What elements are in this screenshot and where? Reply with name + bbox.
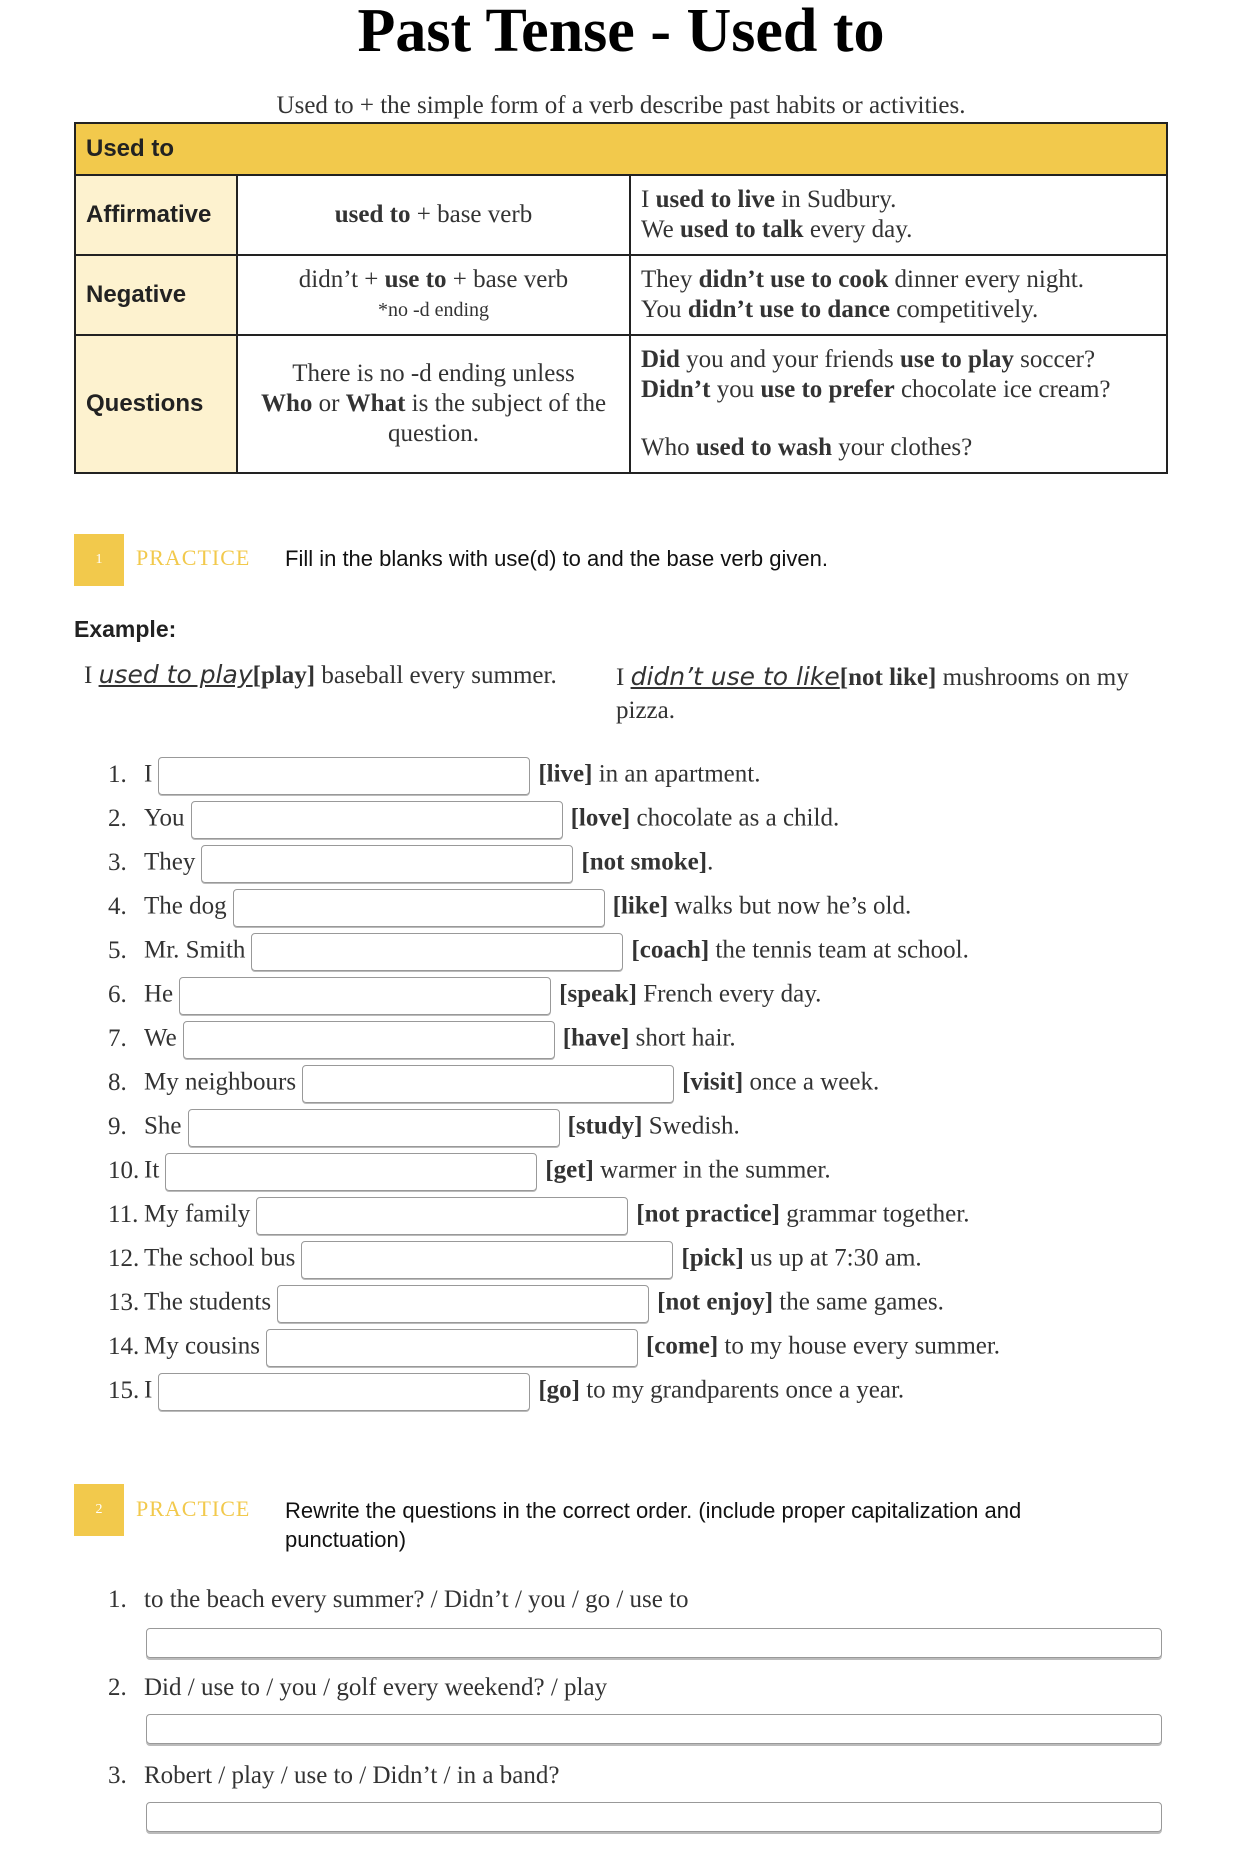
- rewrite-answer-1[interactable]: [146, 1628, 1162, 1658]
- practice1-item-15: 15. I [go] to my grandparents once a year.: [108, 1373, 904, 1411]
- practice1-item-7: 7. We [have] short hair.: [108, 1021, 736, 1059]
- answer-blank-3[interactable]: [201, 845, 573, 883]
- practice2-label: PRACTICE: [136, 1496, 251, 1521]
- affirmative-rule: used to + base verb: [237, 175, 630, 255]
- negative-examples: They didn’t use to cook dinner every night. You didn’t use to dance competitively.: [630, 255, 1167, 335]
- questions-label: Questions: [75, 335, 237, 473]
- grammar-table: [74, 122, 1168, 474]
- answer-blank-14[interactable]: [266, 1329, 638, 1367]
- practice1-item-2: 2. You [love] chocolate as a child.: [108, 801, 839, 839]
- negative-label: Negative: [75, 255, 237, 335]
- answer-blank-5[interactable]: [251, 933, 623, 971]
- practice1-item-11: 11. My family [not practice] grammar together.: [108, 1197, 969, 1235]
- answer-blank-8[interactable]: [302, 1065, 674, 1103]
- answer-blank-2[interactable]: [191, 801, 563, 839]
- practice1-item-6: 6. He [speak] French every day.: [108, 977, 821, 1015]
- practice2-item-3: 3. Robert / play / use to / Didn’t / in a band?: [108, 1762, 560, 1789]
- practice1-item-10: 10. It [get] warmer in the summer.: [108, 1153, 831, 1191]
- affirmative-label: Affirmative: [75, 175, 237, 255]
- rewrite-answer-2[interactable]: [146, 1714, 1162, 1744]
- answer-blank-13[interactable]: [277, 1285, 649, 1323]
- practice1-item-14: 14. My cousins [come] to my house every summer.: [108, 1329, 1000, 1367]
- negative-rule: didn’t + use to + base verb *no -d ending: [237, 255, 630, 335]
- practice1-instruction: Fill in the blanks with use(d) to and the base verb given.: [285, 546, 828, 571]
- page-title: Past Tense - Used to: [357, 0, 885, 65]
- rewrite-answer-3[interactable]: [146, 1802, 1162, 1832]
- practice2-badge: 2: [74, 1484, 124, 1536]
- answer-blank-7[interactable]: [183, 1021, 555, 1059]
- handwritten-answer-1: used to play: [98, 660, 253, 689]
- page-subtitle: Used to + the simple form of a verb describe past habits or activities.: [276, 92, 966, 119]
- answer-blank-6[interactable]: [179, 977, 551, 1015]
- answer-blank-15[interactable]: [158, 1373, 530, 1411]
- practice2-item-1: 1. to the beach every summer? / Didn’t / you / go / use to: [108, 1586, 689, 1613]
- practice1-label: PRACTICE: [136, 545, 251, 570]
- questions-rule: There is no -d ending unless Who or What is the subject of the question.: [237, 335, 630, 473]
- practice1-item-13: 13. The students [not enjoy] the same games.: [108, 1285, 944, 1323]
- example-label: Example:: [74, 616, 177, 642]
- handwritten-answer-2: didn’t use to like: [630, 662, 840, 691]
- answer-blank-10[interactable]: [165, 1153, 537, 1191]
- answer-blank-11[interactable]: [256, 1197, 628, 1235]
- practice2-item-2: 2. Did / use to / you / golf every weekend? / play: [108, 1674, 608, 1701]
- answer-blank-1[interactable]: [158, 757, 530, 795]
- practice1-item-3: 3. They [not smoke].: [108, 845, 713, 883]
- questions-examples: Did you and your friends use to play soccer? Didn’t you use to prefer chocolate ice cream? Who used to wash your clothes?: [630, 335, 1167, 473]
- example-2: I didn’t use to like[not like] mushrooms on my pizza.: [616, 662, 1129, 724]
- practice1-item-5: 5. Mr. Smith [coach] the tennis team at school.: [108, 933, 969, 971]
- answer-blank-4[interactable]: [233, 889, 605, 927]
- table-header: Used to: [75, 123, 1167, 175]
- practice1-item-4: 4. The dog [like] walks but now he’s old.: [108, 889, 911, 927]
- practice1-item-8: 8. My neighbours [visit] once a week.: [108, 1065, 879, 1103]
- affirmative-examples: I used to live in Sudbury. We used to talk every day.: [630, 175, 1167, 255]
- practice1-badge: 1: [74, 534, 124, 586]
- example-1: I used to play[play] baseball every summer.: [84, 660, 557, 689]
- practice1-item-9: 9. She [study] Swedish.: [108, 1109, 740, 1147]
- answer-blank-9[interactable]: [188, 1109, 560, 1147]
- answer-blank-12[interactable]: [301, 1241, 673, 1279]
- practice1-item-1: 1. I [live] in an apartment.: [108, 757, 760, 795]
- practice1-item-12: 12. The school bus [pick] us up at 7:30 am.: [108, 1241, 922, 1279]
- practice2-instruction: Rewrite the questions in the correct order. (include proper capitalization and punctuation): [285, 1498, 1022, 1552]
